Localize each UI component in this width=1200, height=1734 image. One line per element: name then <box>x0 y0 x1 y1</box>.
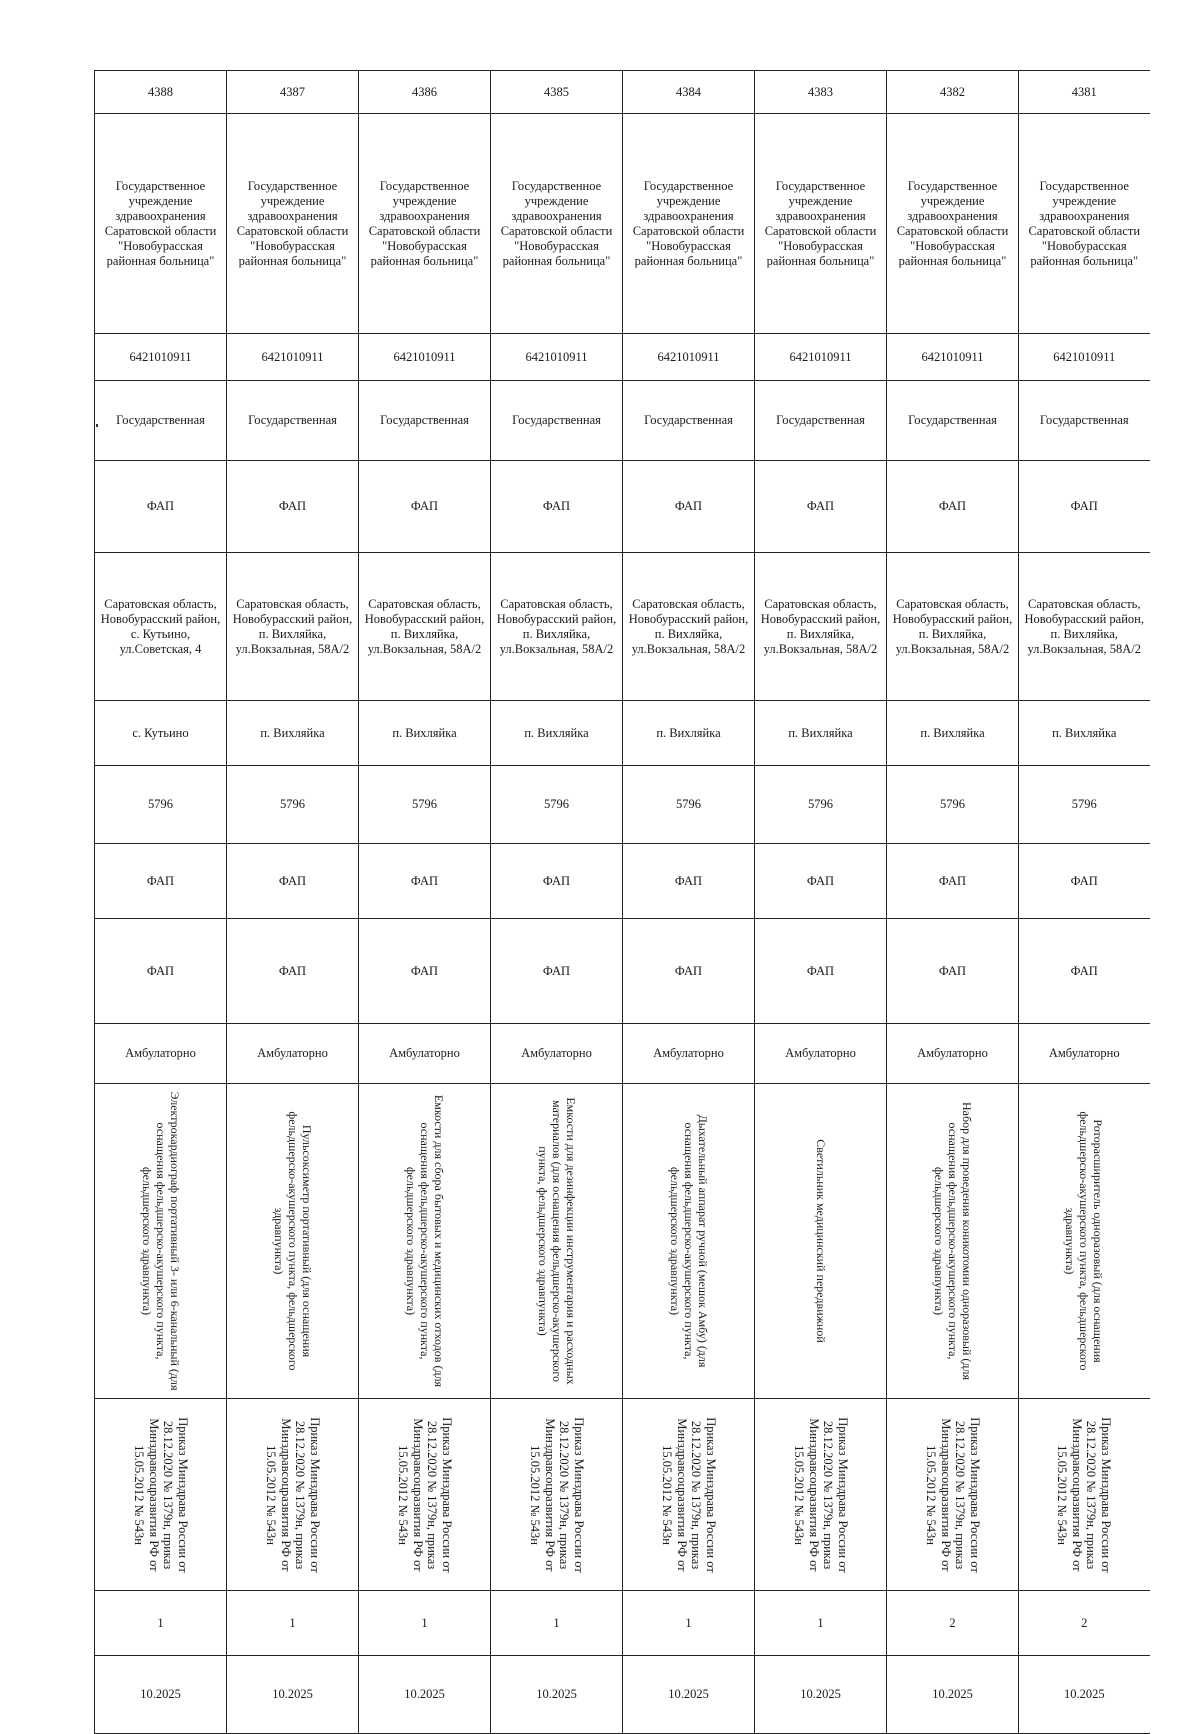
rotated-text-wrapper <box>230 1403 355 1586</box>
table-cell <box>491 1399 623 1591</box>
table-cell <box>95 114 227 334</box>
table-cell <box>491 919 623 1024</box>
cell-text: 4381 <box>1071 84 1097 99</box>
table-cell <box>491 701 623 766</box>
equipment-name-text: Дыхательный аппарат ручной (мешок Амбу) (для оснащения фельдшерско-акушерского пункта, фельдшерского здравпункта) <box>667 1114 710 1368</box>
cell-text: ФАП <box>1070 873 1098 888</box>
row-quantity <box>95 1591 1150 1656</box>
table-cell <box>623 1084 755 1399</box>
cell-text: ФАП <box>938 499 967 513</box>
table-cell <box>227 71 359 114</box>
cell-text: 10.2025 <box>404 1687 445 1701</box>
table-cell <box>1019 919 1150 1024</box>
table-cell <box>887 71 1019 114</box>
cell-text: Саратовская область, Новобурасский район, с. Кутьино, ул.Советская, 4 <box>100 596 221 656</box>
cell-text: ФАП <box>806 963 835 978</box>
table-cell <box>95 553 227 701</box>
rotated-text-wrapper <box>362 1403 487 1586</box>
table-cell <box>887 1656 1019 1734</box>
rotated-text-wrapper <box>626 1088 751 1394</box>
table-cell <box>491 381 623 461</box>
cell-text: Государственное учреждение здравоохранения Саратовской области "Новобурасская районная больница" <box>896 178 1009 268</box>
table-cell <box>95 1399 227 1591</box>
table-cell <box>887 461 1019 553</box>
table-cell <box>755 1399 887 1591</box>
equipment-name-text: Пульсоксиметр портативный (для оснащения фельдшерско-акушерского пункта, фельдшерского здравпункта) <box>271 1111 314 1371</box>
table-cell <box>623 1399 755 1591</box>
table-cell <box>359 1084 491 1399</box>
table-cell <box>491 114 623 334</box>
cell-text: Амбулаторно <box>653 1046 724 1060</box>
registry-table-sheet <box>94 70 1149 1701</box>
cell-text: Государственная <box>116 413 205 427</box>
cell-text: Саратовская область, Новобурасский район, п. Вихляйка, ул.Вокзальная, 58А/2 <box>496 596 617 656</box>
table-cell <box>755 381 887 461</box>
cell-text: 6421010911 <box>261 349 324 364</box>
cell-text: Государственная <box>776 413 865 427</box>
row-facility-type-3 <box>95 919 1150 1024</box>
cell-text: Государственное учреждение здравоохранения Саратовской области "Новобурасская районная больница" <box>236 178 349 268</box>
cell-text: ФАП <box>674 499 703 513</box>
cell-text: Государственное учреждение здравоохранения Саратовской области "Новобурасская районная больница" <box>632 178 745 268</box>
row-equipment <box>95 1084 1150 1399</box>
rotated-text-wrapper <box>98 1403 223 1586</box>
cell-text: 2 <box>1081 1615 1088 1630</box>
table-cell <box>227 1399 359 1591</box>
table-cell <box>1019 114 1150 334</box>
cell-text: Амбулаторно <box>389 1046 460 1060</box>
row-facility-type <box>95 461 1150 553</box>
cell-text: 1 <box>157 1615 164 1630</box>
cell-text: 6421010911 <box>789 349 852 364</box>
row-facility-type-2 <box>95 844 1150 919</box>
table-cell <box>359 766 491 844</box>
table-cell <box>359 553 491 701</box>
cell-text: Государственная <box>908 413 997 427</box>
cell-text: ФАП <box>1070 963 1098 978</box>
row-ownership <box>95 381 1150 461</box>
table-cell <box>623 844 755 919</box>
cell-text: Саратовская область, Новобурасский район, п. Вихляйка, ул.Вокзальная, 58А/2 <box>892 596 1013 656</box>
legal-basis-text: Приказ Минздрава России от 28.12.2020 № 1379н, приказ Минздравсоцразвития РФ от 15.05.2012 № 543н <box>396 1416 454 1573</box>
equipment-name-text: Набор для проведения коникотомии одноразовый (для оснащения фельдшерско-акушерского пункта, фельдшерского здравпункта) <box>931 1101 974 1381</box>
rotated-text-wrapper <box>494 1088 619 1394</box>
rotated-text-wrapper <box>890 1403 1015 1586</box>
cell-text: 6421010911 <box>1053 349 1116 364</box>
cell-text: 1 <box>553 1615 560 1630</box>
table-cell <box>95 919 227 1024</box>
table-cell <box>623 334 755 381</box>
equipment-name-text: Светильник медицинский передвижной <box>813 1139 828 1343</box>
table-cell <box>95 844 227 919</box>
equipment-name-text: Роторасширитель одноразовый (для оснащения фельдшерско-акушерского пункта, фельдшерского здравпункта) <box>1063 1111 1106 1371</box>
cell-text: ФАП <box>806 499 835 513</box>
cell-text: 10.2025 <box>668 1687 709 1701</box>
cell-text: п. Вихляйка <box>392 725 457 740</box>
cell-text: ФАП <box>1070 499 1098 513</box>
cell-text: ФАП <box>542 499 571 513</box>
cell-text: 6421010911 <box>129 349 192 364</box>
table-cell <box>227 844 359 919</box>
table-cell <box>227 553 359 701</box>
row-care-form <box>95 1024 1150 1084</box>
table-cell <box>755 1024 887 1084</box>
cell-text: 4387 <box>280 84 305 99</box>
cell-text: ФАП <box>278 873 307 888</box>
legal-basis-text: Приказ Минздрава России от 28.12.2020 № 1379н, приказ Минздравсоцразвития РФ от 15.05.2012 № 543н <box>264 1416 322 1573</box>
cell-text: ФАП <box>806 873 835 888</box>
table-cell <box>623 1024 755 1084</box>
table-cell <box>887 114 1019 334</box>
cell-text: п. Вихляйка <box>260 725 325 740</box>
rotated-text-wrapper <box>1022 1088 1147 1394</box>
table-cell <box>359 701 491 766</box>
cell-text: 5796 <box>412 797 437 811</box>
cell-text: 5796 <box>676 797 701 811</box>
table-cell <box>1019 381 1150 461</box>
table-cell <box>95 71 227 114</box>
cell-text: п. Вихляйка <box>656 725 721 740</box>
table-cell <box>623 919 755 1024</box>
rotated-text-wrapper <box>1022 1403 1147 1586</box>
table-cell <box>95 1656 227 1734</box>
row-date <box>95 1656 1150 1734</box>
cell-text: ФАП <box>278 499 307 513</box>
legal-basis-text: Приказ Минздрава России от 28.12.2020 № 1379н, приказ Минздравсоцразвития РФ от 15.05.2012 № 543н <box>1055 1416 1114 1573</box>
legal-basis-text: Приказ Минздрава России от 28.12.2020 № 1379н, приказ Минздравсоцразвития РФ от 15.05.2012 № 543н <box>528 1416 586 1573</box>
cell-text: ФАП <box>146 499 175 513</box>
table-cell <box>491 1084 623 1399</box>
equipment-name-text: Емкости для сбора бытовых и медицинских отходов (для оснащения фельдшерско-акушерского пункта, фельдшерского здравпункта) <box>403 1094 446 1388</box>
cell-text: 10.2025 <box>932 1687 973 1701</box>
rotated-text-wrapper <box>758 1088 883 1394</box>
cell-text: Государственная <box>380 413 469 427</box>
table-cell <box>755 766 887 844</box>
table-cell <box>623 114 755 334</box>
table-cell <box>623 461 755 553</box>
table-cell <box>1019 701 1150 766</box>
legal-basis-text: Приказ Минздрава России от 28.12.2020 № 1379н, приказ Минздравсоцразвития РФ от 15.05.2012 № 543н <box>792 1416 850 1573</box>
cell-text: 5796 <box>280 797 305 811</box>
table-cell <box>755 461 887 553</box>
cell-text: с. Кутьино <box>132 725 189 740</box>
cell-text: Амбулаторно <box>257 1046 328 1060</box>
equipment-name-text: Электрокардиограф портативный 3- или 6-канальный (для оснащения фельдшерско-акушерского пункта, фельдшерского здравпункта) <box>139 1091 182 1391</box>
cell-text: ФАП <box>146 873 175 888</box>
table-cell <box>227 114 359 334</box>
rotated-text-wrapper <box>362 1088 487 1394</box>
table-cell <box>227 1656 359 1734</box>
cell-text: 4388 <box>148 84 173 99</box>
table-cell <box>755 71 887 114</box>
table-cell <box>1019 1024 1150 1084</box>
cell-text: 5796 <box>808 797 833 811</box>
table-cell <box>887 553 1019 701</box>
cell-text: ФАП <box>938 873 967 888</box>
table-cell <box>227 1024 359 1084</box>
table-cell <box>1019 766 1150 844</box>
table-cell <box>623 766 755 844</box>
table-cell <box>1019 461 1150 553</box>
cell-text: 6421010911 <box>921 349 984 364</box>
row-inn <box>95 334 1150 381</box>
table-cell <box>359 1399 491 1591</box>
cell-text: 4385 <box>544 84 569 99</box>
cell-text: Саратовская область, Новобурасский район, п. Вихляйка, ул.Вокзальная, 58А/2 <box>232 596 353 656</box>
cell-text: Амбулаторно <box>785 1046 856 1060</box>
table-cell <box>755 919 887 1024</box>
cell-text: 10.2025 <box>272 1687 313 1701</box>
table-cell <box>887 1084 1019 1399</box>
table-cell <box>491 334 623 381</box>
cell-text: Саратовская область, Новобурасский район, п. Вихляйка, ул.Вокзальная, 58А/2 <box>364 596 485 656</box>
table-cell <box>755 1591 887 1656</box>
rotated-text-wrapper <box>98 1088 223 1394</box>
rotated-text-wrapper <box>230 1088 355 1394</box>
table-cell <box>887 1024 1019 1084</box>
table-cell <box>623 553 755 701</box>
table-cell <box>887 381 1019 461</box>
cell-text: Государственное учреждение здравоохранения Саратовской области "Новобурасская районная больница" <box>104 178 217 268</box>
row-record-number <box>95 71 1150 114</box>
table-cell <box>623 1656 755 1734</box>
cell-text: п. Вихляйка <box>788 725 853 740</box>
cell-text: 1 <box>817 1615 824 1630</box>
table-cell <box>755 334 887 381</box>
cell-text: Амбулаторно <box>1048 1046 1120 1060</box>
cell-text: Саратовская область, Новобурасский район, п. Вихляйка, ул.Вокзальная, 58А/2 <box>628 596 749 656</box>
table-cell <box>359 1591 491 1656</box>
table-cell <box>755 701 887 766</box>
legal-basis-text: Приказ Минздрава России от 28.12.2020 № 1379н, приказ Минздравсоцразвития РФ от 15.05.2012 № 543н <box>924 1416 982 1573</box>
table-cell <box>1019 1399 1150 1591</box>
table-cell <box>95 766 227 844</box>
cell-text: 1 <box>421 1615 428 1630</box>
table-cell <box>95 461 227 553</box>
table-cell <box>359 919 491 1024</box>
cell-text: Государственное учреждение здравоохранения Саратовской области "Новобурасская районная больница" <box>500 178 613 268</box>
cell-text: Государственная <box>1039 413 1129 427</box>
cell-text: ФАП <box>278 963 307 978</box>
table-cell <box>623 701 755 766</box>
table-cell <box>491 766 623 844</box>
table-cell <box>887 844 1019 919</box>
table-cell <box>95 334 227 381</box>
cell-text: ФАП <box>410 499 439 513</box>
cell-text: Государственная <box>512 413 601 427</box>
cell-text: Амбулаторно <box>125 1046 196 1060</box>
cell-text: 5796 <box>148 797 173 811</box>
cell-text: Государственное учреждение здравоохранения Саратовской области "Новобурасская районная больница" <box>764 178 877 268</box>
cell-text: 6421010911 <box>525 349 588 364</box>
cell-text: 6421010911 <box>657 349 720 364</box>
cell-text: 10.2025 <box>536 1687 577 1701</box>
table-cell <box>1019 553 1150 701</box>
table-cell <box>95 1084 227 1399</box>
cell-text: 4383 <box>808 84 833 99</box>
equipment-name-text: Емкости для дезинфекции инструментария и расходных материалов (для оснащения фельдшерско-акушерского пункта, фельдшерского здравпункта) <box>535 1097 578 1385</box>
cell-text: 10.2025 <box>800 1687 841 1701</box>
table-cell <box>491 844 623 919</box>
table-cell <box>491 71 623 114</box>
table-cell <box>887 919 1019 1024</box>
cell-text: Государственное учреждение здравоохранения Саратовской области "Новобурасская районная больница" <box>1028 178 1141 268</box>
cell-text: ФАП <box>674 873 703 888</box>
equipment-registry-table <box>94 70 1150 1734</box>
cell-text: 5796 <box>1071 797 1097 811</box>
row-address <box>95 553 1150 701</box>
cell-text: ФАП <box>542 873 571 888</box>
cell-text: Государственное учреждение здравоохранения Саратовской области "Новобурасская районная больница" <box>368 178 481 268</box>
table-cell <box>95 381 227 461</box>
cell-text: Государственная <box>248 413 337 427</box>
cell-text: п. Вихляйка <box>524 725 589 740</box>
table-cell <box>491 553 623 701</box>
table-cell <box>887 1591 1019 1656</box>
cell-text: Саратовская область, Новобурасский район, п. Вихляйка, ул.Вокзальная, 58А/2 <box>1024 596 1144 656</box>
table-cell <box>887 334 1019 381</box>
table-cell <box>95 1591 227 1656</box>
table-cell <box>359 71 491 114</box>
table-cell <box>755 1656 887 1734</box>
cell-text: Амбулаторно <box>917 1046 988 1060</box>
table-cell <box>1019 71 1150 114</box>
table-cell <box>1019 334 1150 381</box>
table-cell <box>887 1399 1019 1591</box>
cell-text: ФАП <box>410 963 439 978</box>
table-cell <box>227 334 359 381</box>
cell-text: 5796 <box>940 797 965 811</box>
table-cell <box>227 1591 359 1656</box>
table-cell <box>491 1591 623 1656</box>
cell-text: 10.2025 <box>1063 1687 1105 1701</box>
table-cell <box>1019 1656 1150 1734</box>
table-cell <box>1019 844 1150 919</box>
table-cell <box>887 766 1019 844</box>
table-cell <box>755 844 887 919</box>
table-cell <box>359 1656 491 1734</box>
cell-text: 4386 <box>412 84 437 99</box>
rotated-text-wrapper <box>890 1088 1015 1394</box>
table-cell <box>227 701 359 766</box>
cell-text: ФАП <box>542 963 571 978</box>
rotated-text-wrapper <box>494 1403 619 1586</box>
table-cell <box>359 114 491 334</box>
table-cell <box>623 1591 755 1656</box>
row-legal-basis <box>95 1399 1150 1591</box>
cell-text: ФАП <box>938 963 967 978</box>
table-cell <box>491 461 623 553</box>
legal-basis-text: Приказ Минздрава России от 28.12.2020 № 1379н, приказ Минздравсоцразвития РФ от 15.05.2012 № 543н <box>660 1416 718 1573</box>
table-cell <box>491 1656 623 1734</box>
table-cell <box>227 766 359 844</box>
cell-text: п. Вихляйка <box>1052 725 1117 740</box>
table-cell <box>359 381 491 461</box>
table-cell <box>227 919 359 1024</box>
table-cell <box>1019 1084 1150 1399</box>
row-organization <box>95 114 1150 334</box>
cell-text: ФАП <box>674 963 703 978</box>
table-cell <box>227 461 359 553</box>
cell-text: ФАП <box>410 873 439 888</box>
table-cell <box>491 1024 623 1084</box>
table-cell <box>755 114 887 334</box>
table-cell <box>95 701 227 766</box>
cell-text: Амбулаторно <box>521 1046 592 1060</box>
rotated-text-wrapper <box>758 1403 883 1586</box>
table-cell <box>359 1024 491 1084</box>
cell-text: Государственная <box>644 413 733 427</box>
table-cell <box>755 553 887 701</box>
table-cell <box>359 461 491 553</box>
table-cell <box>359 334 491 381</box>
table-cell <box>95 1024 227 1084</box>
cell-text: 1 <box>289 1615 296 1630</box>
cell-text: Саратовская область, Новобурасский район, п. Вихляйка, ул.Вокзальная, 58А/2 <box>760 596 881 656</box>
row-locality <box>95 701 1150 766</box>
cell-text: 6421010911 <box>393 349 456 364</box>
cell-text: 1 <box>685 1615 692 1630</box>
cell-text: 4384 <box>676 84 701 99</box>
cell-text: п. Вихляйка <box>920 725 985 740</box>
table-cell <box>623 71 755 114</box>
cell-text: 4382 <box>940 84 965 99</box>
cell-text: ФАП <box>146 963 175 978</box>
rotated-text-wrapper <box>626 1403 751 1586</box>
table-cell <box>359 844 491 919</box>
row-population <box>95 766 1150 844</box>
table-cell <box>1019 1591 1150 1656</box>
cell-text: 10.2025 <box>140 1687 181 1701</box>
cell-text: 5796 <box>544 797 569 811</box>
table-cell <box>227 381 359 461</box>
table-cell <box>227 1084 359 1399</box>
legal-basis-text: Приказ Минздрава России от 28.12.2020 № 1379н, приказ Минздравсоцразвития РФ от 15.05.2012 № 543н <box>132 1416 190 1573</box>
table-cell <box>755 1084 887 1399</box>
table-cell <box>887 701 1019 766</box>
cell-text: 2 <box>949 1615 956 1630</box>
table-cell <box>623 381 755 461</box>
